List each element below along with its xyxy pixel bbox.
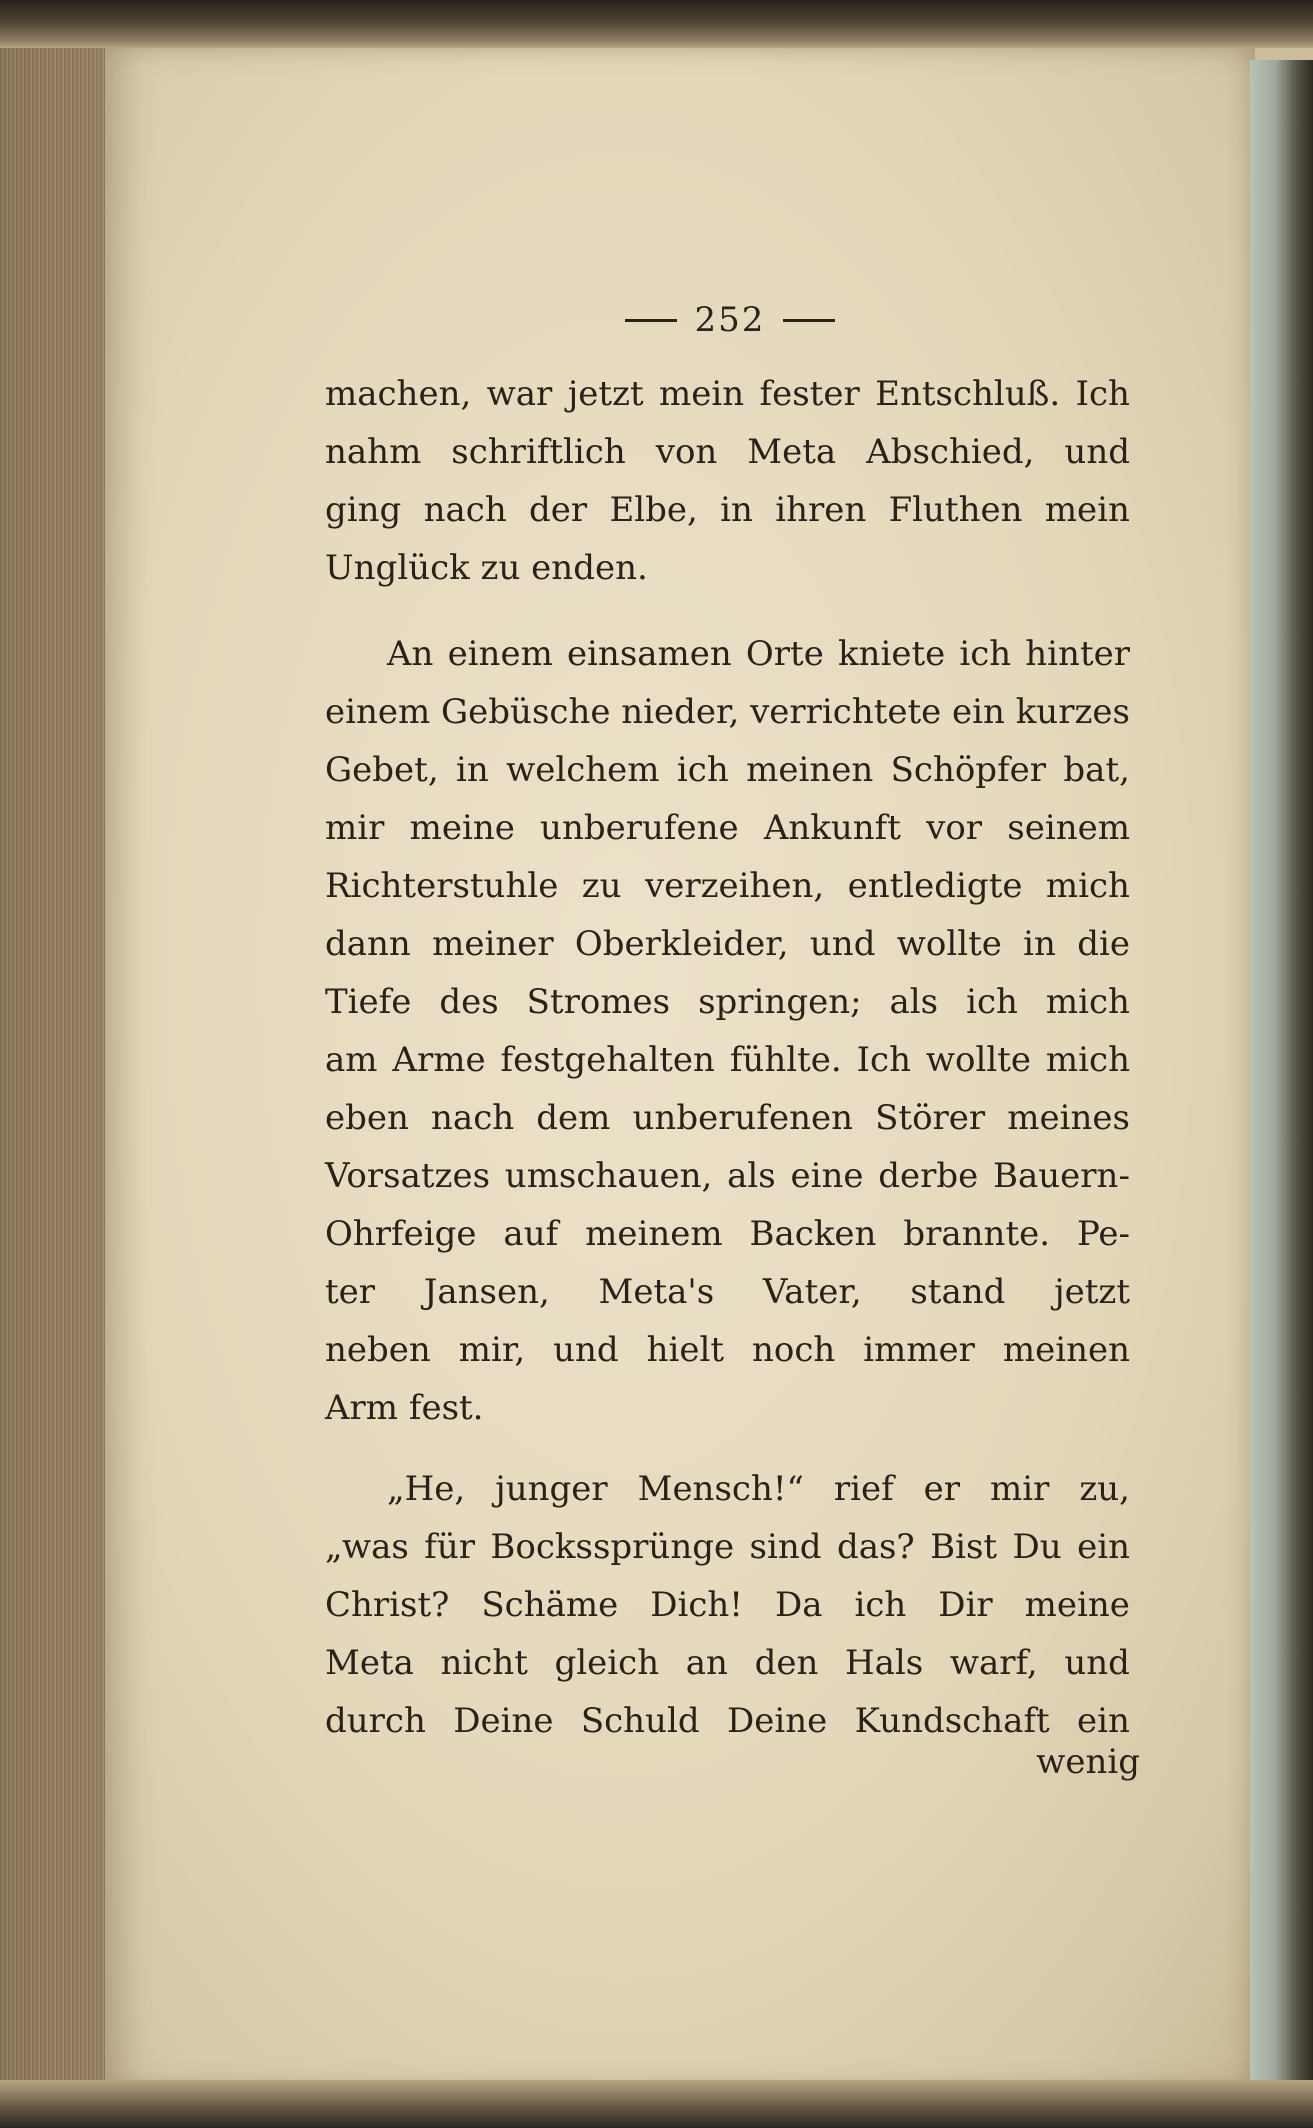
- word: mich: [1045, 866, 1130, 906]
- text-line: [325, 1089, 1130, 1147]
- word: junger: [495, 1469, 608, 1509]
- word: Tiefe: [325, 982, 412, 1022]
- word: jetzt: [567, 374, 644, 414]
- text-line: [325, 1518, 1130, 1576]
- text-line: [325, 539, 1130, 597]
- word: Mensch!“: [637, 1469, 804, 1509]
- word: Vorsatzes: [325, 1156, 491, 1196]
- word: sind: [749, 1527, 822, 1567]
- space: [398, 1379, 409, 1437]
- word: in: [720, 490, 753, 530]
- word: Unglück: [325, 548, 470, 588]
- header-dash-left: [625, 319, 677, 322]
- word: dem: [536, 1098, 611, 1138]
- word: nicht: [440, 1643, 528, 1683]
- word: Bist: [930, 1527, 998, 1567]
- text-line: [325, 1205, 1130, 1263]
- word: gleich: [554, 1643, 660, 1683]
- text-line: [325, 423, 1130, 481]
- word: seinem: [1007, 808, 1130, 848]
- word: Jansen,: [423, 1272, 550, 1312]
- word: wollte: [925, 1040, 1031, 1080]
- word: und: [1064, 1643, 1130, 1683]
- word: eben: [325, 1098, 409, 1138]
- page-number: 252: [694, 300, 766, 340]
- word: warf,: [949, 1643, 1038, 1683]
- word: Pe-: [1076, 1214, 1130, 1254]
- word: „He,: [387, 1469, 466, 1509]
- left-page-stack: [0, 20, 110, 2110]
- word: Elbe,: [609, 490, 698, 530]
- word: ich: [854, 1585, 907, 1625]
- word: für: [424, 1527, 475, 1567]
- word: Richterstuhle: [325, 866, 559, 906]
- word: in: [1023, 924, 1056, 964]
- text-line: [325, 857, 1130, 915]
- word: Bockssprünge: [490, 1527, 735, 1567]
- word: Schäme: [481, 1585, 619, 1625]
- text-line: [325, 1460, 1130, 1518]
- word: und: [1064, 432, 1130, 472]
- text-line: [325, 915, 1130, 973]
- word: schriftlich: [451, 432, 626, 472]
- text-line: [325, 741, 1130, 799]
- word: zu,: [1079, 1469, 1130, 1509]
- bottom-edge: [0, 2080, 1313, 2128]
- word: Bauern-: [993, 1156, 1130, 1196]
- word: nahm: [325, 432, 422, 472]
- text-line: [325, 683, 1130, 741]
- word: das?: [836, 1527, 915, 1567]
- word: mein: [1044, 490, 1130, 530]
- word: zu: [480, 548, 521, 588]
- word: ich: [966, 982, 1018, 1022]
- text-line: [325, 481, 1130, 539]
- word: wollte: [896, 924, 1002, 964]
- word: von: [655, 432, 718, 472]
- word: auf: [503, 1214, 559, 1254]
- word: enden.: [531, 548, 648, 588]
- word: zu: [581, 866, 622, 906]
- text-line: [325, 1576, 1130, 1634]
- text-line: [325, 1692, 1130, 1750]
- word: mich: [1045, 982, 1130, 1022]
- word: An: [387, 634, 434, 674]
- word: Oberkleider,: [574, 924, 789, 964]
- text-line: [325, 1321, 1130, 1379]
- word: einem: [325, 692, 431, 732]
- word: meine: [1024, 1585, 1130, 1625]
- word: mir: [990, 1469, 1050, 1509]
- word: als: [727, 1156, 776, 1196]
- text-line: [325, 1379, 1130, 1437]
- word: Arm: [325, 1388, 399, 1428]
- word: war: [486, 374, 553, 414]
- word: hinter: [1025, 634, 1130, 674]
- word: Fluthen: [888, 490, 1023, 530]
- word: Ankunft: [763, 808, 901, 848]
- word: Da: [774, 1585, 823, 1625]
- text-line: [325, 625, 1130, 683]
- word: die: [1077, 924, 1130, 964]
- word: fest.: [408, 1388, 484, 1428]
- word: noch: [751, 1330, 836, 1370]
- word: einem: [447, 634, 553, 674]
- word: Christ?: [325, 1585, 450, 1625]
- word: Dich!: [650, 1585, 743, 1625]
- text-line: [325, 1263, 1130, 1321]
- word: meinen: [1002, 1330, 1130, 1370]
- word: „was: [325, 1527, 409, 1567]
- word: meine: [409, 808, 515, 848]
- word: machen,: [325, 374, 472, 414]
- word: und: [553, 1330, 619, 1370]
- word: ihren: [775, 490, 867, 530]
- page-header: [590, 295, 870, 345]
- word: Hals: [845, 1643, 924, 1683]
- word: unberufenen: [632, 1098, 853, 1138]
- text-line: [325, 799, 1130, 857]
- word: der: [529, 490, 588, 530]
- word: neben: [325, 1330, 431, 1370]
- word: nieder,: [621, 692, 740, 732]
- word: mein: [659, 374, 745, 414]
- word: einsamen: [566, 634, 732, 674]
- word: mich: [1045, 1040, 1130, 1080]
- header-dash-right: [783, 319, 835, 322]
- word: Schöpfer: [890, 750, 1047, 790]
- word: er: [923, 1469, 961, 1509]
- word: umschauen,: [504, 1156, 713, 1196]
- paragraph-3: [325, 1460, 1130, 1750]
- word: Du: [1012, 1527, 1062, 1567]
- word: jetzt: [1054, 1272, 1130, 1312]
- word: in: [456, 750, 489, 790]
- text-line: [325, 1634, 1130, 1692]
- word: stand: [910, 1272, 1006, 1312]
- word: des: [439, 982, 499, 1022]
- word: als: [889, 982, 939, 1022]
- word: Gebüsche: [441, 692, 611, 732]
- word: vor: [926, 808, 983, 848]
- word: springen;: [698, 982, 862, 1022]
- space: [470, 539, 481, 597]
- word: ein: [952, 692, 1005, 732]
- word: ich: [676, 750, 729, 790]
- word: festgehalten: [500, 1040, 715, 1080]
- word: Deine: [453, 1701, 554, 1741]
- word: Backen: [749, 1214, 877, 1254]
- word: Meta's: [598, 1272, 715, 1312]
- word: ein: [1077, 1527, 1130, 1567]
- space: [520, 539, 531, 597]
- word: ter: [325, 1272, 376, 1312]
- word: Störer: [875, 1098, 986, 1138]
- word: entledigte: [847, 866, 1023, 906]
- word: Dir: [938, 1585, 993, 1625]
- word: durch: [325, 1701, 426, 1741]
- word: meines: [1007, 1098, 1130, 1138]
- word: derbe: [878, 1156, 979, 1196]
- word: Arme: [392, 1040, 486, 1080]
- word: Meta: [325, 1643, 414, 1683]
- word: Ich: [856, 1040, 911, 1080]
- word: hielt: [646, 1330, 725, 1370]
- word: Gebet,: [325, 750, 439, 790]
- text-line: [325, 973, 1130, 1031]
- word: welchem: [506, 750, 660, 790]
- word: und: [809, 924, 876, 964]
- word: an: [685, 1643, 728, 1683]
- word: mir,: [458, 1330, 526, 1370]
- word: eine: [790, 1156, 864, 1196]
- text-line: [325, 1031, 1130, 1089]
- word: brannte.: [903, 1214, 1051, 1254]
- word: verrichtete: [750, 692, 942, 732]
- word: verzeihen,: [644, 866, 825, 906]
- word: nach: [431, 1098, 515, 1138]
- word: Deine: [726, 1701, 828, 1741]
- word: Orte: [745, 634, 824, 674]
- word: fester: [759, 374, 860, 414]
- word: kniete: [837, 634, 946, 674]
- top-edge: [0, 0, 1313, 48]
- word: nach: [423, 490, 507, 530]
- paragraph-1: [325, 365, 1130, 597]
- paragraph-2: [325, 625, 1130, 1437]
- word: immer: [863, 1330, 975, 1370]
- word: Ohrfeige: [325, 1214, 477, 1254]
- word: meiner: [432, 924, 554, 964]
- word: kurzes: [1015, 692, 1130, 732]
- word: Schuld: [580, 1701, 700, 1741]
- word: Vater,: [762, 1272, 862, 1312]
- right-page-edge: [1250, 60, 1313, 2100]
- word: Meta: [747, 432, 837, 472]
- word: bat,: [1063, 750, 1130, 790]
- word: Abschied,: [866, 432, 1035, 472]
- word: Kundschaft: [854, 1701, 1050, 1741]
- word: fühlte.: [729, 1040, 842, 1080]
- word: Entschluß.: [875, 374, 1061, 414]
- word: den: [754, 1643, 819, 1683]
- word: meinen: [746, 750, 874, 790]
- word: dann: [325, 924, 411, 964]
- text-line: [325, 1147, 1130, 1205]
- word: ich: [959, 634, 1012, 674]
- word: mir: [325, 808, 385, 848]
- word: rief: [833, 1469, 894, 1509]
- text-line: [325, 365, 1130, 423]
- word: ein: [1077, 1701, 1130, 1741]
- word: meinem: [585, 1214, 723, 1254]
- word: Ich: [1075, 374, 1130, 414]
- word: unberufene: [540, 808, 739, 848]
- word: am: [325, 1040, 378, 1080]
- word: ging: [325, 490, 402, 530]
- catchword: wenig: [1036, 1742, 1140, 1782]
- word: Stromes: [526, 982, 671, 1022]
